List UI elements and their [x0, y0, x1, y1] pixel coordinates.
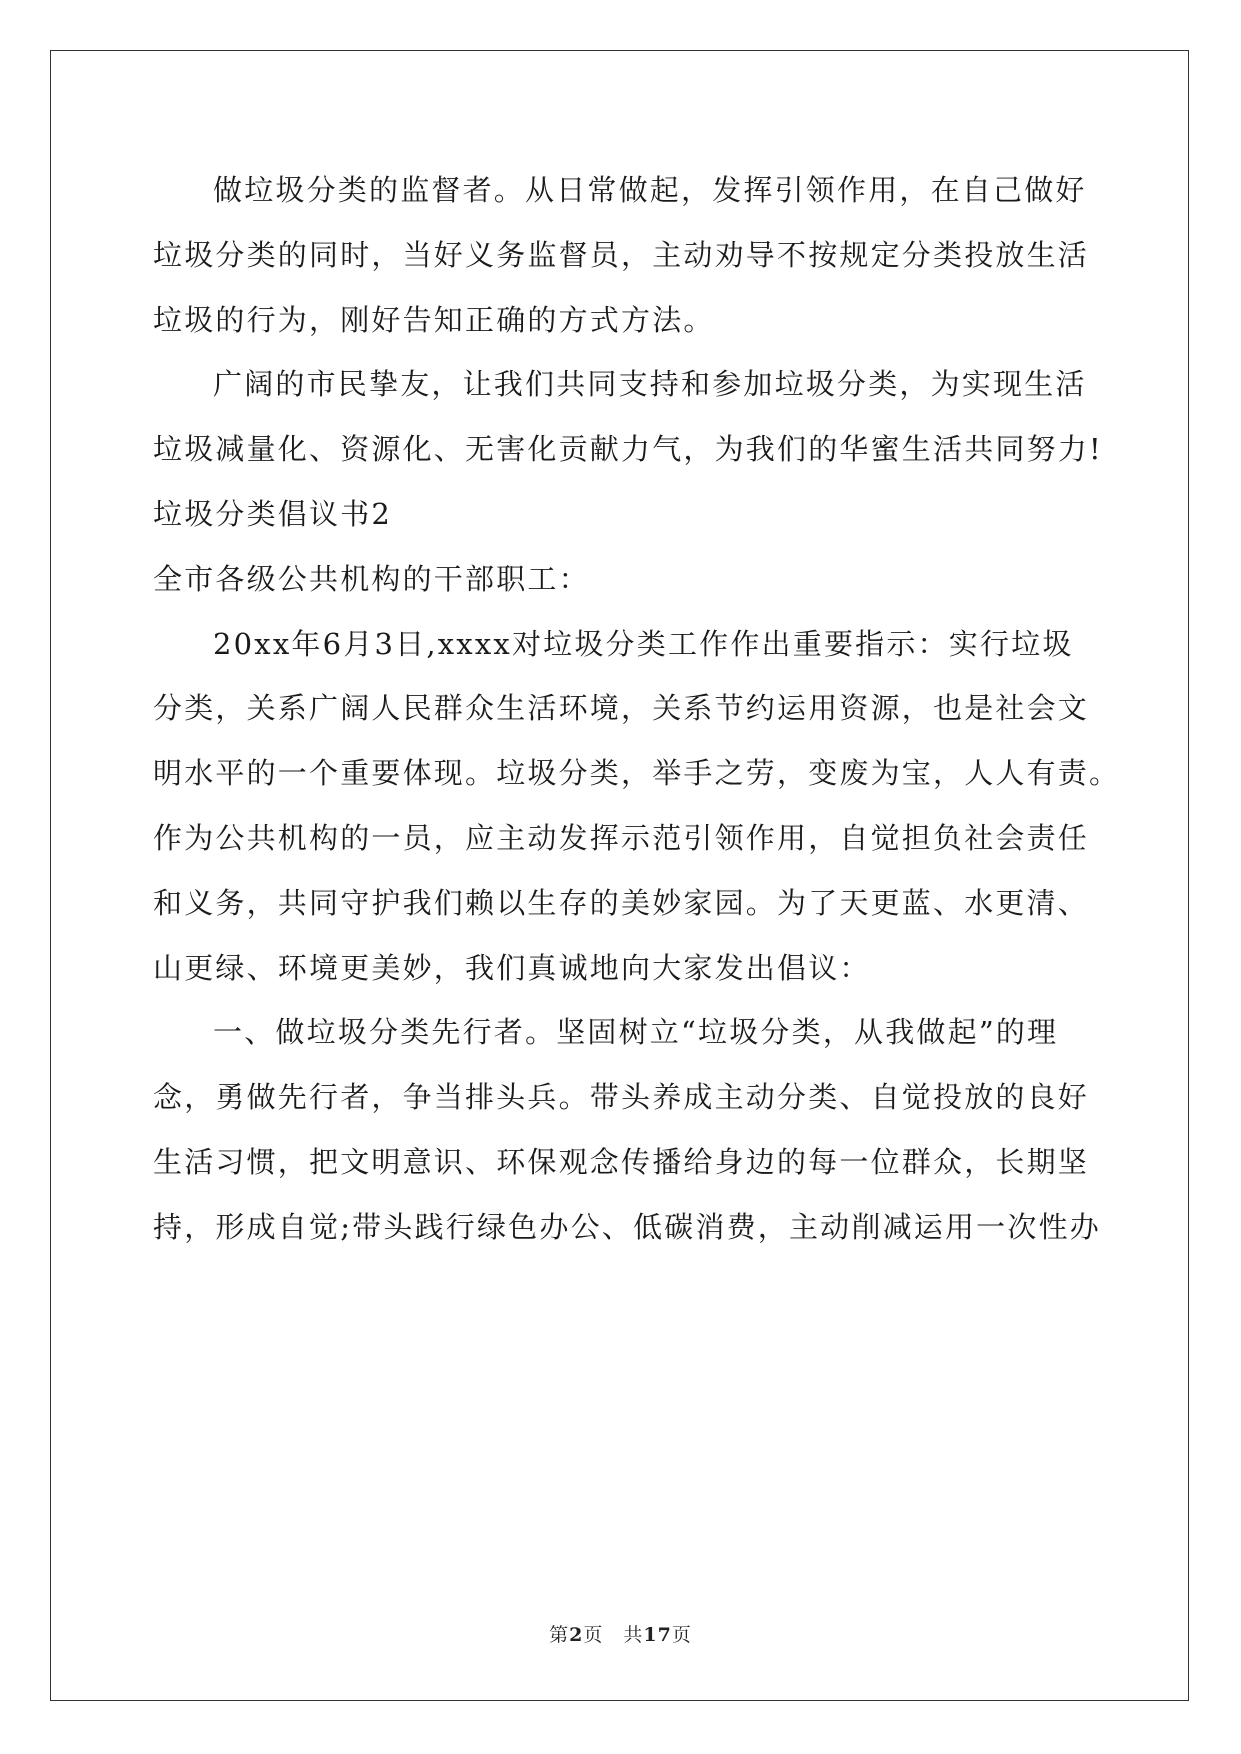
- text-line: 广阔的市民挚友，让我们共同支持和参加垃圾分类，为实现生活: [213, 367, 1087, 402]
- salutation: 全市各级公共机构的干部职工：: [153, 561, 590, 596]
- text-line: 生活习惯，把文明意识、环保观念传播给身边的每一位群众，长期坚: [153, 1144, 1090, 1179]
- total-page-number: 17: [643, 1624, 672, 1646]
- page-number-footer: [0, 1620, 1241, 1647]
- footer-suffix: 页: [671, 1624, 692, 1646]
- section-heading: 垃圾分类倡议书2: [153, 496, 393, 531]
- text-line: 作为公共机构的一员，应主动发挥示范引领作用，自觉担负社会责任: [153, 820, 1090, 855]
- text-line: 持，形成自觉;带头践行绿色办公、低碳消费，主动削减运用一次性办: [153, 1209, 1101, 1244]
- text-line: 20xx年6月3日,xxxx对垃圾分类工作作出重要指示：实行垃圾: [213, 626, 1074, 661]
- text-line: 明水平的一个重要体现。垃圾分类，举手之劳，变废为宝，人人有责。: [153, 756, 1121, 791]
- document-body: [153, 158, 1121, 1260]
- text-line: 山更绿、环境更美妙，我们真诚地向大家发出倡议：: [153, 950, 871, 985]
- text-line: 和义务，共同守护我们赖以生存的美妙家园。为了天更蓝、水更清、: [153, 885, 1090, 920]
- text-line: 一、做垃圾分类先行者。坚固树立“垃圾分类，从我做起”的理: [213, 1015, 1059, 1050]
- current-page-number: 2: [569, 1624, 584, 1646]
- footer-prefix: 第: [549, 1624, 570, 1646]
- text-line: 垃圾减量化、资源化、无害化贡献力气，为我们的华蜜生活共同努力!: [153, 432, 1103, 467]
- text-line: 分类，关系广阔人民群众生活环境，关系节约运用资源，也是社会文: [153, 691, 1090, 726]
- text-line: 做垃圾分类的监督者。从日常做起，发挥引领作用，在自己做好: [213, 173, 1087, 207]
- text-line: 垃圾分类的同时，当好义务监督员，主动劝导不按规定分类投放生活: [153, 237, 1090, 272]
- text-line: 念，勇做先行者，争当排头兵。带头养成主动分类、自觉投放的良好: [153, 1080, 1090, 1115]
- footer-middle: 页 共: [583, 1624, 644, 1646]
- text-line: 垃圾的行为，刚好告知正确的方式方法。: [153, 302, 715, 337]
